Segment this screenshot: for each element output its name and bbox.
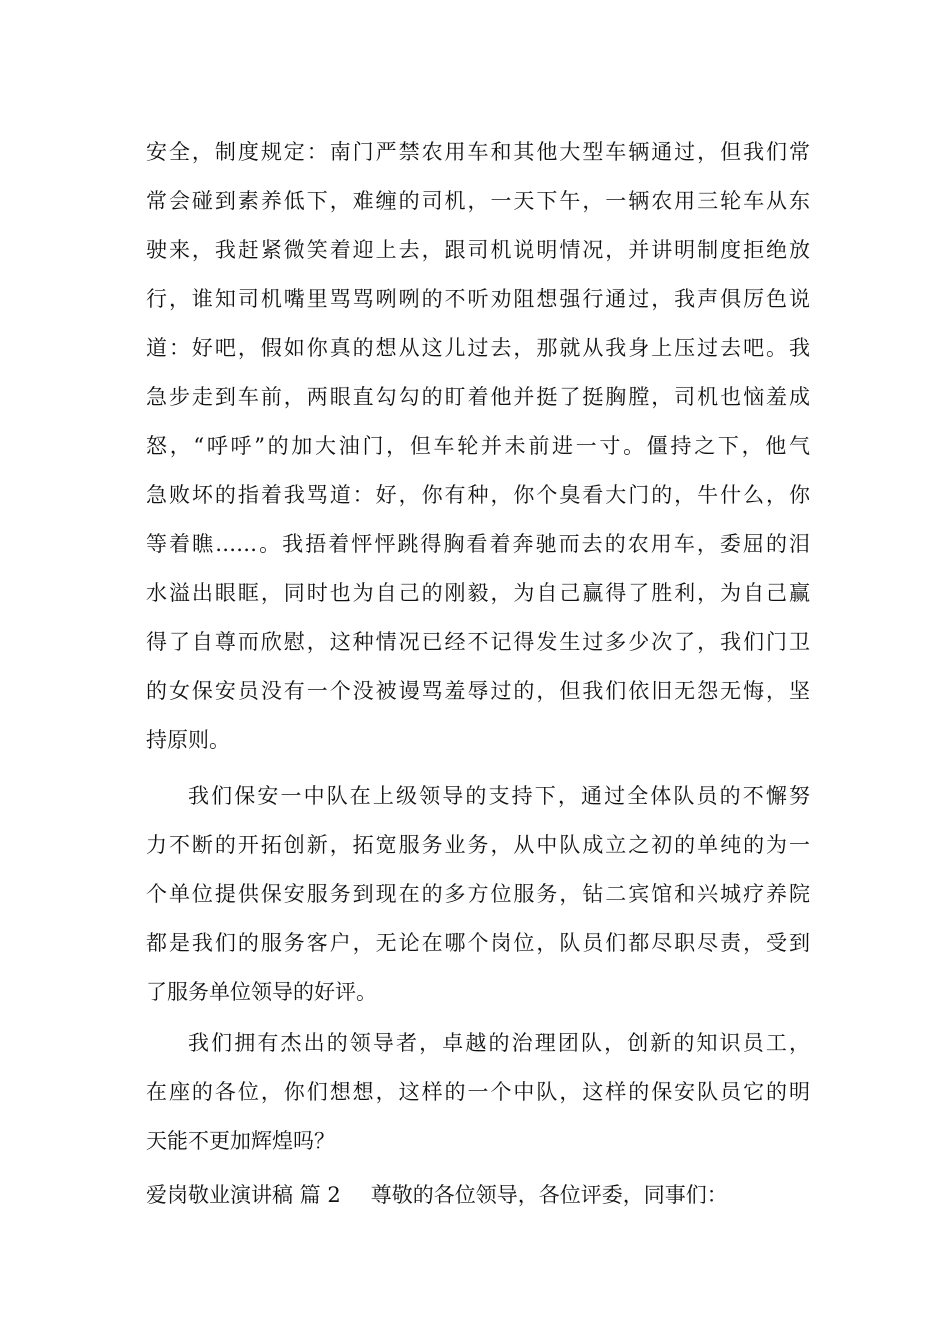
text-line: 水溢出眼眶，同时也为自己的刚毅，为自己赢得了胜利，为自己赢: [146, 581, 810, 605]
text-line: 都是我们的服务客户，无论在哪个岗位，队员们都尽职尽责，受到: [146, 931, 810, 955]
text-line: 天能不更加辉煌吗？: [146, 1129, 335, 1153]
text-line: 安全，制度规定：南门严禁农用车和其他大型车辆通过，但我们常: [146, 140, 810, 164]
text-line: 个单位提供保安服务到现在的多方位服务，钻二宾馆和兴城疗养院: [146, 882, 810, 906]
text-line: 得了自尊而欣慰，这种情况已经不记得发生过多少次了，我们门卫: [146, 630, 810, 654]
paragraph-conclusion: [146, 1019, 810, 1166]
text-line: 的女保安员没有一个没被谩骂羞辱过的，但我们依旧无怨无悔，坚: [146, 679, 810, 703]
text-line: 持原则。: [146, 728, 230, 752]
text-line: 急步走到车前，两眼直勾勾的盯着他并挺了挺胸膛，司机也恼羞成: [146, 385, 810, 409]
text-line: 等着瞧……。我捂着怦怦跳得胸看着奔驰而去的农用车，委屈的泪: [146, 532, 810, 556]
text-line: 行，谁知司机嘴里骂骂咧咧的不听劝阻想强行通过，我声俱厉色说: [146, 287, 810, 311]
text-line: 力不断的开拓创新，拓宽服务业务，从中队成立之初的单纯的为一: [146, 833, 810, 857]
speech-title: 爱岗敬业演讲稿 篇 2: [146, 1183, 341, 1207]
text-line: 急败坏的指着我骂道：好，你有种，你个臭看大门的，牛什么，你: [146, 483, 810, 507]
text-line: 怒，“呼呼”的加大油门，但车轮并未前进一寸。僵持之下，他气: [146, 434, 810, 458]
text-line: 常会碰到素养低下，难缠的司机，一天下午，一辆农用三轮车从东: [146, 189, 810, 213]
text-line: 了服务单位领导的好评。: [146, 980, 377, 1004]
paragraph-security-story: [146, 128, 810, 765]
text-line: 我们保安一中队在上级领导的支持下，通过全体队员的不懈努: [188, 784, 810, 808]
paragraph-squad-development: [146, 772, 810, 1017]
speech-heading-line: [146, 1171, 810, 1220]
speech-greeting: 尊敬的各位领导，各位评委，同事们：: [370, 1183, 728, 1207]
text-line: 道：好吧，假如你真的想从这儿过去，那就从我身上压过去吧。我: [146, 336, 810, 360]
text-line: 在座的各位，你们想想，这样的一个中队，这样的保安队员它的明: [146, 1080, 810, 1104]
text-line: 驶来，我赶紧微笑着迎上去，跟司机说明情况，并讲明制度拒绝放: [146, 238, 810, 262]
text-line: 我们拥有杰出的领导者，卓越的治理团队，创新的知识员工，: [188, 1031, 810, 1055]
